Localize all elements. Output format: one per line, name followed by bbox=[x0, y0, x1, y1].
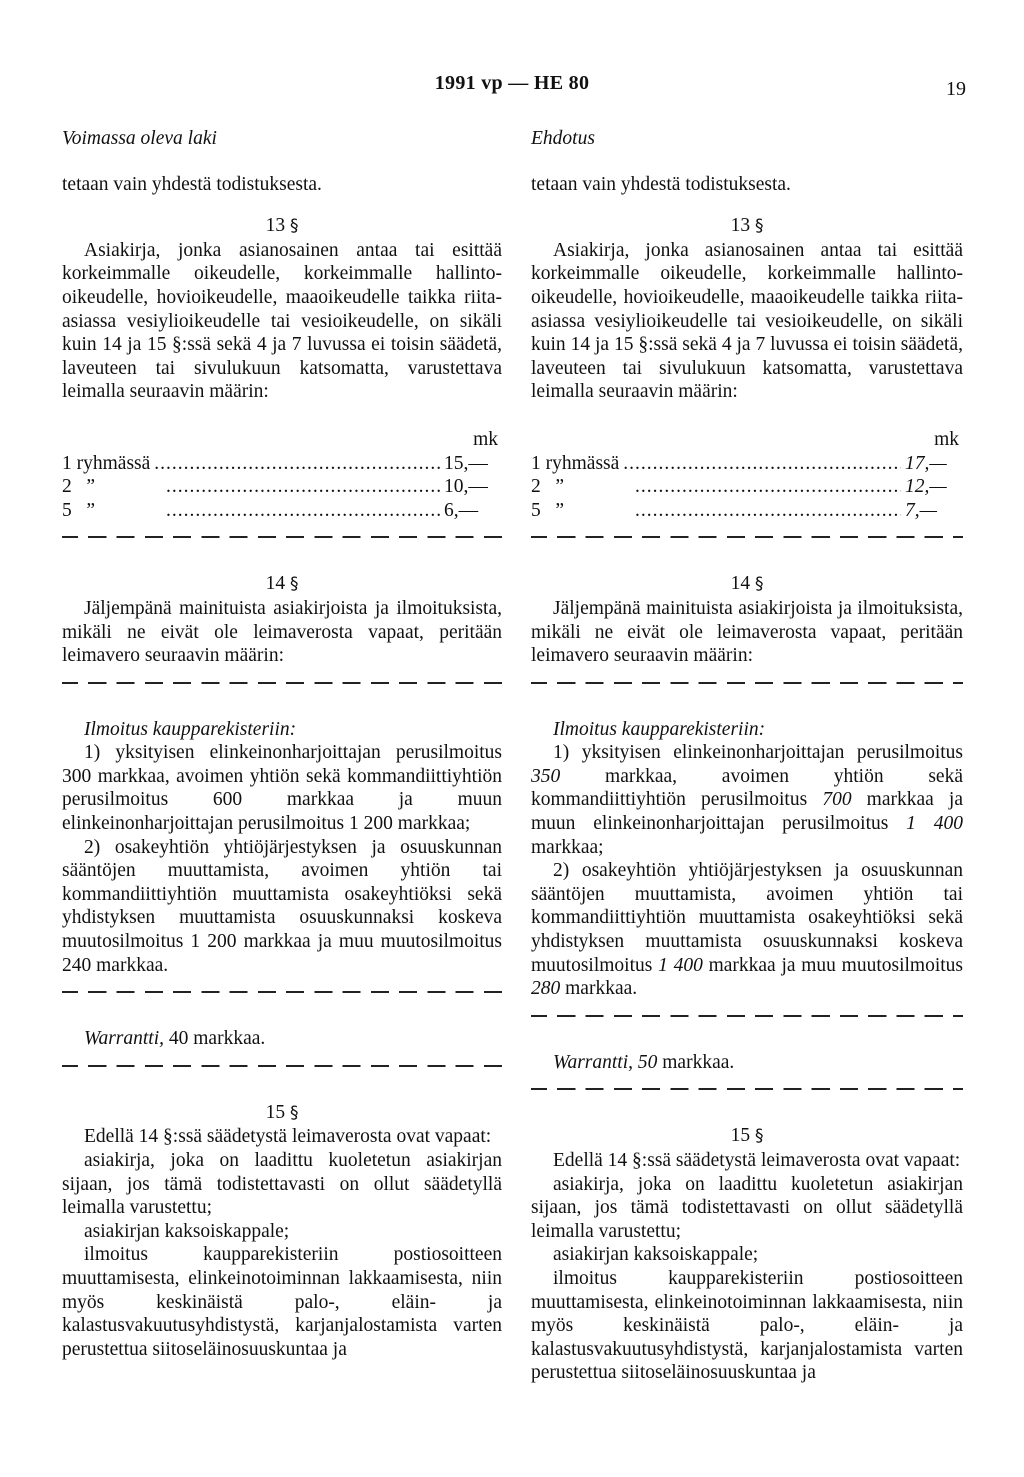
section-14-text: Jäljempänä mainituista asiakirjoista ja ilmoituksista, mikäli ne eivät ole leimaverosta vapaat, peritään leimavero seuraavin määrin: bbox=[531, 597, 963, 667]
exempt-item: ilmoitus kaupparekisteriin postiosoitteen muuttamisesta, elinkeinotoiminnan lakkaamisesta, niin myös keskinäistä palo-, eläin- ja kalastusvakuutusyhdistystä, karjanjalostamista varten perustettua siitoseläinosuuskuntaa ja bbox=[531, 1267, 963, 1384]
omission-divider bbox=[62, 682, 502, 684]
fee-amount: 1 200 bbox=[349, 813, 393, 835]
exempt-item: asiakirja, joka on laadittu kuoletetun asiakirjan sijaan, jos tämä todistettavasti on ollut säädetyllä leimalla varustettu; bbox=[62, 1150, 502, 1219]
fee-value: 17,— bbox=[905, 452, 947, 474]
fee-amount: 240 bbox=[62, 954, 92, 976]
fee-amount: 40 bbox=[168, 1028, 189, 1050]
fee-amount: 600 bbox=[212, 789, 243, 811]
section-13-text: Asiakirja, jonka asianosainen antaa tai esittää korkeimmalle oikeudelle, korkeimmalle hallinto-oikeudelle, hovioikeudelle, maaoikeudelle taikka riita-asiassa vesiylioikeudelle tai vesioikeudelle, on sikäli kuin 14 ja 15 §:ssä sekä 4 ja 7 luvussa ei toisin säädetä, laveuteen tai sivulukuun katsomatta, varustettava leimalla seuraavin määrin: bbox=[531, 239, 963, 403]
omission-divider bbox=[62, 1065, 502, 1067]
fee-label: 2 ” bbox=[531, 476, 565, 498]
section-15-text: Edellä 14 §:ssä säädetystä leimaverosta ovat vapaat: bbox=[84, 1126, 492, 1148]
section-number: 15 bbox=[730, 1125, 751, 1147]
intro-text: tetaan vain yhdestä todistuksesta. bbox=[531, 173, 791, 195]
section-heading-15 bbox=[531, 1124, 963, 1149]
section-sign: § bbox=[754, 574, 764, 595]
omission-divider bbox=[531, 1015, 963, 1017]
exempt-item: asiakirjan kaksoiskappale; bbox=[84, 1220, 290, 1242]
fee-value: 12,— bbox=[905, 476, 947, 498]
section-heading-14 bbox=[62, 572, 502, 597]
section-heading-14 bbox=[531, 572, 963, 597]
section-number: 13 bbox=[730, 215, 751, 237]
section-sign: § bbox=[289, 574, 299, 595]
notice-item-1: 1) yksityisen elinkeinonharjoittajan perusilmoitus 300 markkaa, avoimen yhtiön sekä kommandiittiyhtiön perusilmoitus 600 markkaa ja muun elinkeinonharjoittajan perusilmoitus 1 200 markkaa; bbox=[62, 742, 502, 835]
fee-amount: 1 200 bbox=[190, 931, 237, 953]
omission-divider bbox=[531, 1088, 963, 1090]
intro-text: tetaan vain yhdestä todistuksesta. bbox=[62, 173, 322, 195]
fee-amount: 280 bbox=[531, 978, 561, 1000]
section-sign: § bbox=[289, 1102, 299, 1123]
leader-dots bbox=[166, 475, 440, 499]
notice-item-2: 2) osakeyhtiön yhtiöjärjestyksen ja osuuskunnan sääntöjen muuttamista, avoimen yhtiön tai kommandiittiyhtiön muuttamista osakeyhtiöksi sekä yhdistyksen muuttamista osuuskunnaksi koskeva muutosilmoitus 1 400 markkaa ja muu muutosilmoitus 280 markkaa. bbox=[531, 860, 964, 1000]
exempt-item: asiakirja, joka on laadittu kuoletetun asiakirjan sijaan, jos tämä todistettavasti on ollut säädetyllä leimalla varustettu; bbox=[531, 1173, 963, 1242]
fee-row bbox=[531, 452, 963, 476]
fee-amount: 1 400 bbox=[906, 813, 963, 835]
fee-amount: 1 400 bbox=[658, 954, 703, 976]
section-14-text: Jäljempänä mainituista asiakirjoista ja ilmoituksista, mikäli ne eivät ole leimaverosta vapaat, peritään leimavero seuraavin määrin: bbox=[62, 597, 502, 667]
fee-label: 1 ryhmässä bbox=[531, 452, 620, 474]
section-heading-13 bbox=[62, 214, 502, 239]
omission-divider bbox=[62, 991, 502, 993]
fee-row bbox=[62, 452, 502, 476]
section-number: 14 bbox=[265, 573, 286, 595]
fee-label: 5 ” bbox=[62, 499, 96, 521]
fee-value: 10,— bbox=[444, 476, 488, 498]
fee-amount: 700 bbox=[822, 789, 852, 811]
section-15-text: Edellä 14 §:ssä säädetystä leimaverosta ovat vapaat: bbox=[553, 1150, 961, 1171]
warrant-line: Warrantti, 40 markkaa. bbox=[84, 1028, 266, 1050]
fee-amount: 300 bbox=[62, 765, 92, 787]
fee-unit: mk bbox=[934, 428, 959, 450]
section-sign: § bbox=[289, 216, 299, 237]
fee-row bbox=[531, 499, 963, 523]
exempt-item: ilmoitus kaupparekisteriin postiosoitteen muuttamisesta, elinkeinotoiminnan lakkaamisesta, niin myös keskinäistä palo-, eläin- ja kalastusvakuutusyhdistystä, karjanjalostamista varten perustettua siitoseläinosuuskuntaa ja bbox=[62, 1244, 502, 1360]
omission-divider bbox=[531, 682, 963, 684]
leader-dots bbox=[623, 452, 901, 476]
page-number: 19 bbox=[946, 78, 966, 100]
section-number: 13 bbox=[265, 215, 286, 237]
notice-item-1: 1) yksityisen elinkeinonharjoittajan perusilmoitus 350 markkaa, avoimen yhtiön sekä kommandiittiyhtiön perusilmoitus 700 markkaa ja muun elinkeinonharjoittajan perusilmoitus 1 400 markkaa; bbox=[531, 742, 963, 858]
fee-value: 6,— bbox=[444, 499, 479, 521]
section-number: 15 bbox=[265, 1101, 286, 1123]
page-header bbox=[0, 68, 1024, 102]
notice-heading: Ilmoitus kaupparekisteriin: bbox=[553, 718, 766, 740]
exempt-item: asiakirjan kaksoiskappale; bbox=[553, 1244, 759, 1266]
fee-value: 15,— bbox=[444, 452, 488, 474]
omission-divider bbox=[531, 536, 963, 538]
leader-dots bbox=[166, 499, 440, 523]
column-heading: Voimassa oleva laki bbox=[62, 128, 217, 149]
current-law-column bbox=[62, 127, 502, 1361]
notice-item-2: 2) osakeyhtiön yhtiöjärjestyksen ja osuuskunnan sääntöjen muuttamista, avoimen yhtiön tai kommandiittiyhtiön muuttamista osakeyhtiöksi sekä yhdistyksen muuttamista osuuskunnaksi koskeva muutosilmoitus 1 200 markkaa ja muu muutosilmoitus 240 markkaa. bbox=[62, 836, 502, 976]
fee-table bbox=[62, 428, 502, 522]
fee-label: 5 ” bbox=[531, 499, 565, 521]
fee-amount: 50 bbox=[637, 1051, 658, 1073]
warrant-line: Warrantti, 50 markkaa. bbox=[553, 1051, 735, 1073]
document-reference: 1991 vp — HE 80 bbox=[434, 72, 590, 94]
fee-value: 7,— bbox=[905, 499, 937, 521]
section-sign: § bbox=[754, 216, 764, 237]
notice-heading: Ilmoitus kaupparekisteriin: bbox=[84, 718, 297, 740]
section-sign: § bbox=[754, 1126, 764, 1147]
leader-dots bbox=[635, 475, 901, 499]
section-heading-15 bbox=[62, 1101, 502, 1126]
fee-row bbox=[531, 475, 963, 499]
fee-label: 2 ” bbox=[62, 476, 96, 498]
fee-table bbox=[531, 428, 963, 522]
section-13-text: Asiakirja, jonka asianosainen antaa tai esittää korkeimmalle oikeudelle, korkeimmalle hallinto-oikeudelle, hovioikeudelle, maaoikeudelle taikka riita-asiassa vesiylioikeudelle tai vesioikeudelle, on sikäli kuin 14 ja 15 §:ssä sekä 4 ja 7 luvussa ei toisin säädetä, laveuteen tai sivulukuun katsomatta, varustettava leimalla seuraavin määrin: bbox=[62, 239, 502, 403]
leader-dots bbox=[635, 499, 901, 523]
fee-amount: 350 bbox=[531, 765, 561, 787]
fee-unit: mk bbox=[473, 428, 498, 450]
section-number: 14 bbox=[730, 573, 751, 595]
section-heading-13 bbox=[531, 214, 963, 239]
fee-row bbox=[62, 499, 502, 523]
leader-dots bbox=[154, 452, 440, 476]
fee-row bbox=[62, 475, 502, 499]
omission-divider bbox=[62, 536, 502, 538]
column-heading: Ehdotus bbox=[531, 128, 595, 149]
proposal-column bbox=[531, 127, 963, 1385]
fee-label: 1 ryhmässä bbox=[62, 452, 151, 474]
